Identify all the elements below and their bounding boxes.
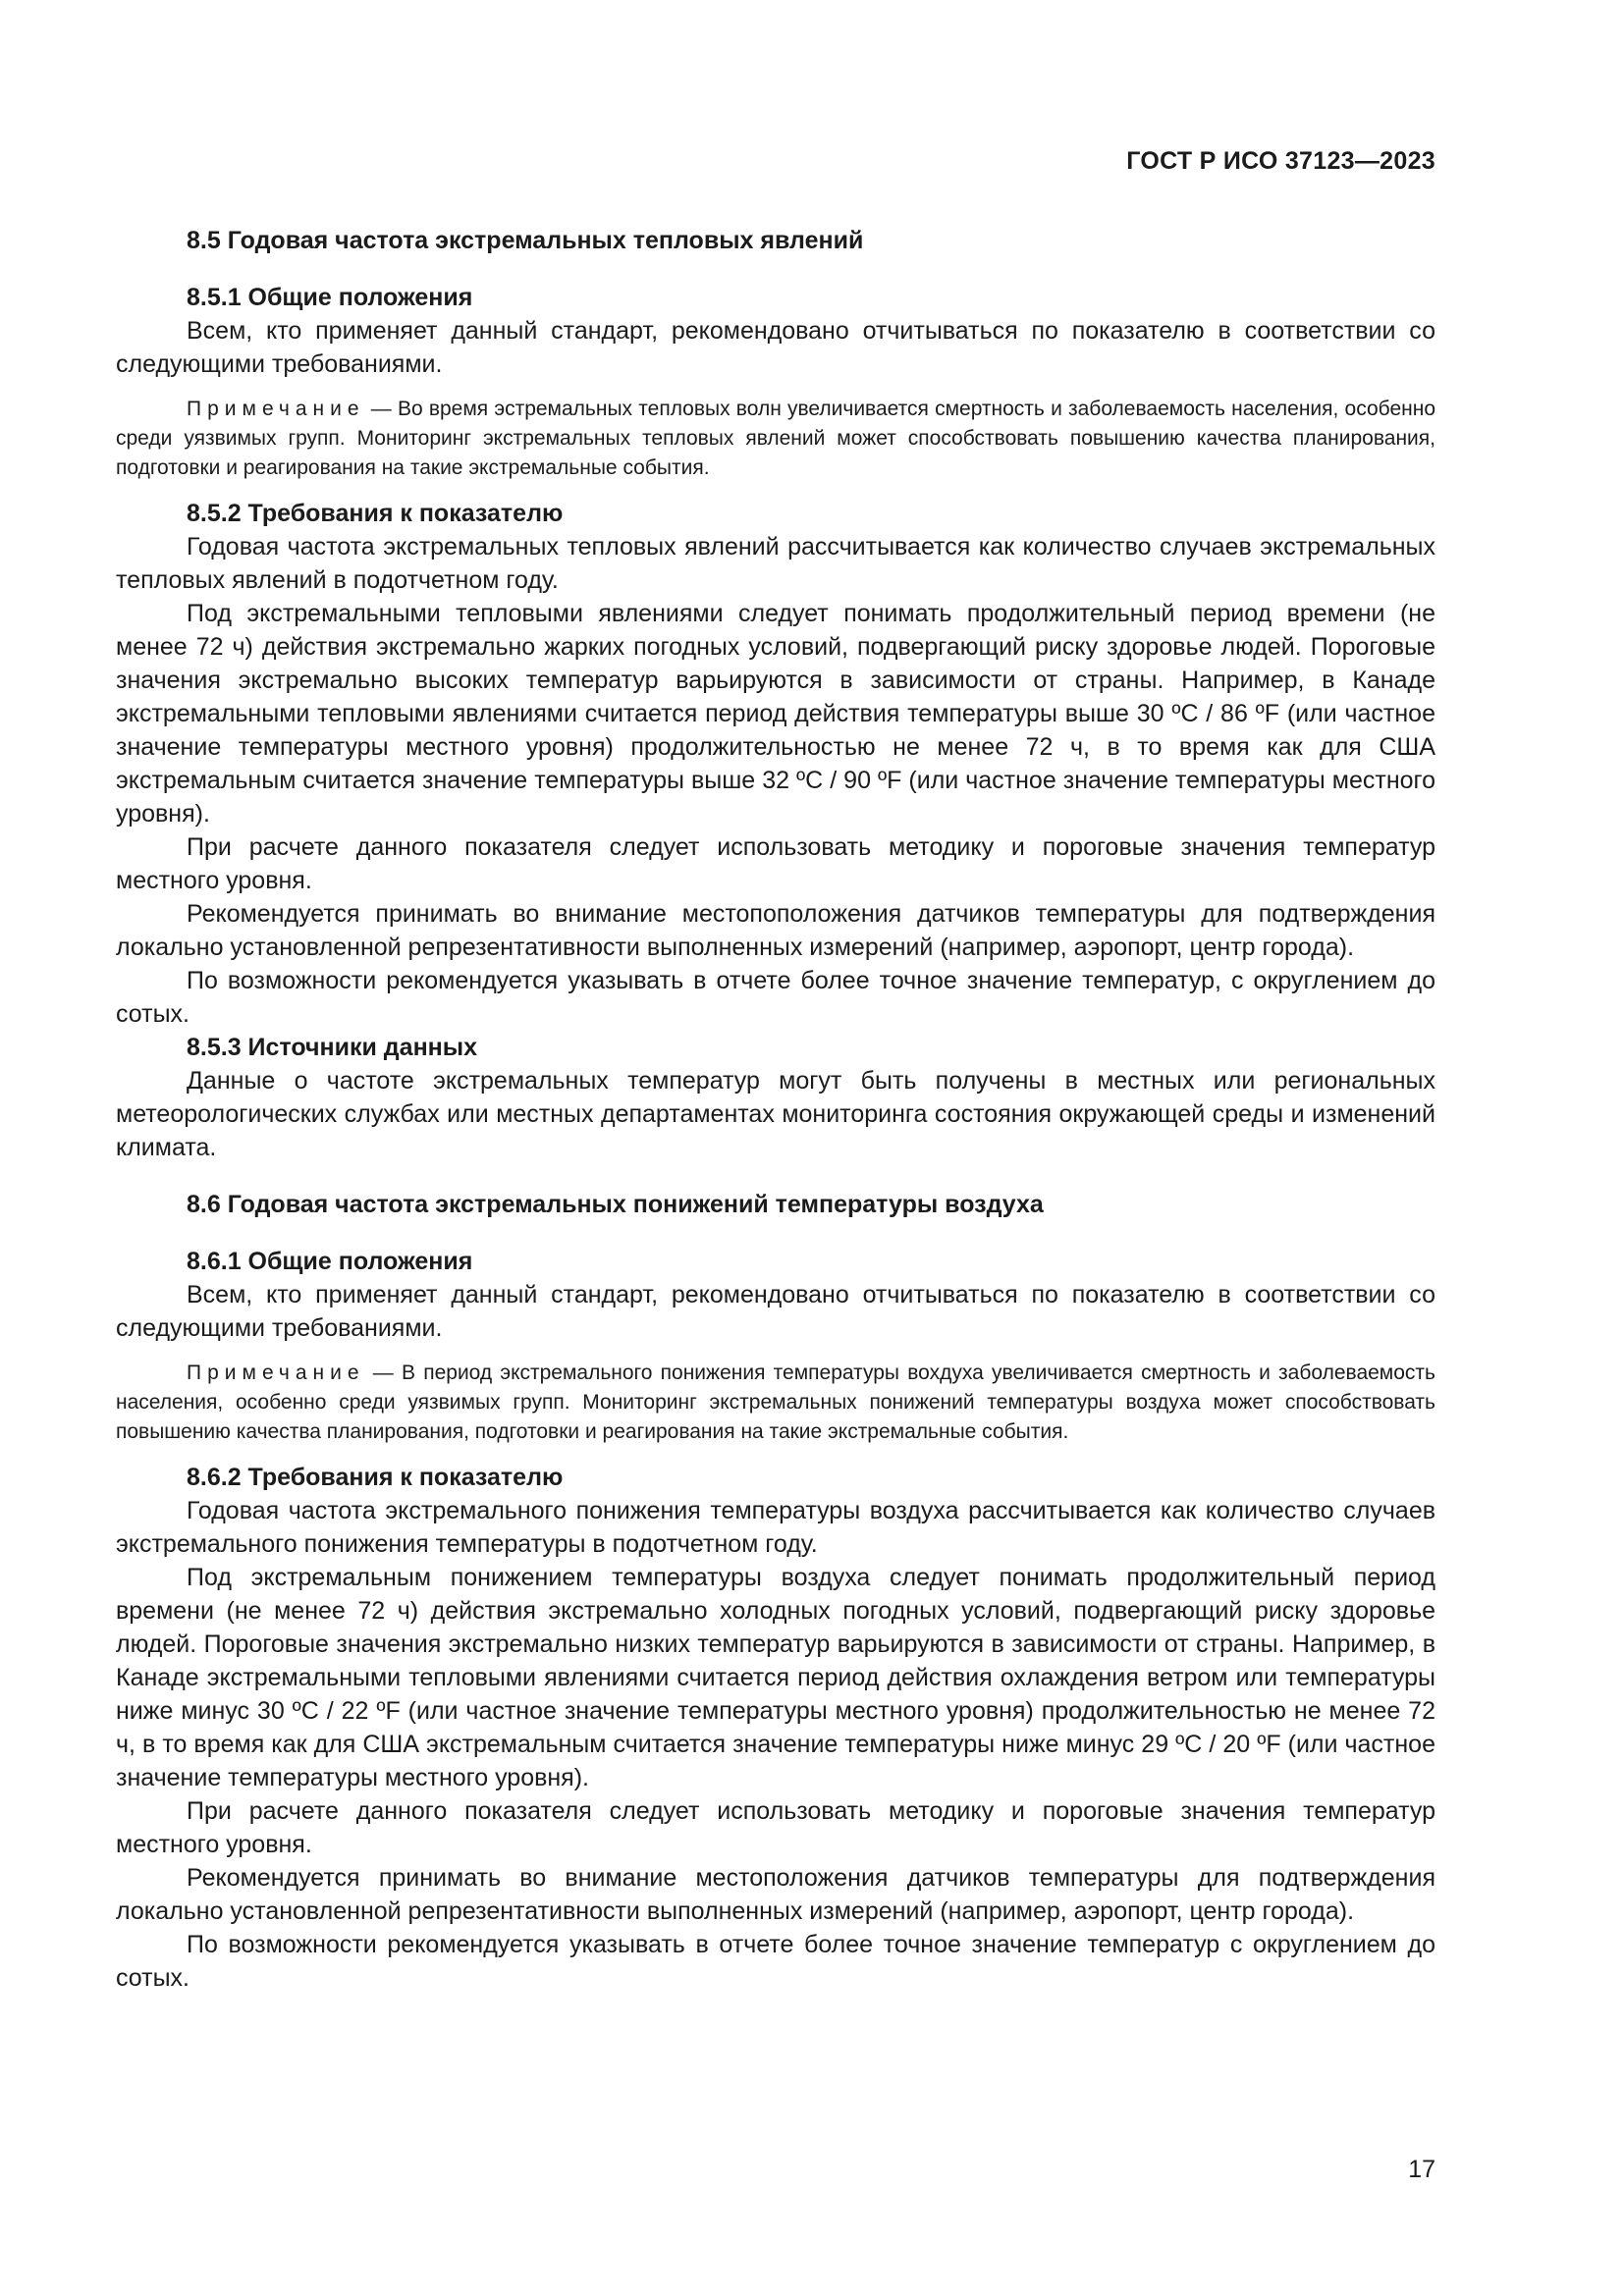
- paragraph: Под экстремальным понижением температуры воздуха следует понимать продолжительный период времени (не менее 72 ч) действия экстремально холодных погодных условий, подвергающий риску здоровье людей. Пороговые значения экстремально низких температур варьируются в зависимости от страны. Например, в Канаде экстремальными тепловыми явлениями считается период действия охлаждения ветром или температуры ниже минус 30 ºС / 22 ºF (или частное значение температуры местного уровня) продолжительностью не менее 72 ч, в то время как для США экстремальным считается значение температуры ниже минус 29 ºС / 20 ºF (или частное значение температуры местного уровня).: [116, 1564, 1435, 1791]
- subsection-title-8-5-1: 8.5.1 Общие положения: [187, 284, 473, 311]
- document-page: [116, 0, 1435, 2296]
- note-label: Примечание: [187, 1362, 365, 1384]
- page-content: [116, 224, 1435, 1995]
- note: [116, 1359, 1435, 1447]
- paragraph: Годовая частота экстремального понижения температуры воздуха рассчитывается как количество случаев экстремального понижения температуры в подотчетном году.: [116, 1497, 1435, 1558]
- note-text: — В период экстремального понижения температуры вохдуха увеличивается смертность и заболеваемость населения, особенно среди уязвимых групп. Мониторинг экстремальных понижений температуры воздуха может способствовать повышению качества планирования, подготовки и реагирования на такие экстремальные события.: [116, 1362, 1435, 1443]
- paragraph: По возможности рекомендуется указывать в отчете более точное значение температур, с округлением до сотых.: [116, 967, 1435, 1028]
- paragraph: Под экстремальными тепловыми явлениями следует понимать продолжительный период времени (не менее 72 ч) действия экстремально жарких погодных условий, подвергающий риску здоровье людей. Пороговые значения экстремально высоких температур варьируются в зависимости от страны. Например, в Канаде экстремальными тепловыми явлениями считается период действия температуры выше 30 ºС / 86 ºF (или частное значение температуры местного уровня) продолжительностью не менее 72 ч, в то время как для США экстремальным считается значение температуры выше 32 ºС / 90 ºF (или частное значение температуры местного уровня).: [116, 600, 1435, 828]
- subsection-title-8-5-2: 8.5.2 Требования к показателю: [187, 500, 564, 527]
- note-text: — Во время эстремальных тепловых волн увеличивается смертность и заболеваемость населения, особенно среди уязвимых групп. Мониторинг экстремальных тепловых явлений может способствовать повышению качества планирования, подготовки и реагирования на такие экстремальные события.: [116, 398, 1435, 479]
- paragraph: При расчете данного показателя следует использовать методику и пороговые значения температур местного уровня.: [116, 1797, 1435, 1858]
- paragraph: Всем, кто применяет данный стандарт, рекомендовано отчитываться по показателю в соответствии со следующими требованиями.: [116, 317, 1435, 378]
- section-title-8-5: 8.5 Годовая частота экстремальных тепловых явлений: [187, 227, 864, 254]
- paragraph: Рекомендуется принимать во внимание местопоположения датчиков температуры для подтверждения локально установленной репрезентативности выполненных измерений (например, аэропорт, центр города).: [116, 900, 1435, 961]
- subsection-title-8-6-2: 8.6.2 Требования к показателю: [187, 1464, 564, 1491]
- paragraph: Годовая частота экстремальных тепловых явлений рассчитывается как количество случаев экстремальных тепловых явлений в подотчетном году.: [116, 533, 1435, 594]
- subsection-title-8-6-1: 8.6.1 Общие положения: [187, 1248, 473, 1275]
- paragraph: Всем, кто применяет данный стандарт, рекомендовано отчитываться по показателю в соответствии со следующими требованиями.: [116, 1281, 1435, 1342]
- paragraph: Данные о частоте экстремальных температур могут быть получены в местных или региональных метеорологических службах или местных департаментах мониторинга состояния окружающей среды и изменений климата.: [116, 1067, 1435, 1161]
- subsection-title-8-5-3: 8.5.3 Источники данных: [187, 1034, 478, 1061]
- note-label: Примечание: [187, 398, 365, 420]
- section-title-8-6: 8.6 Годовая частота экстремальных понижений температуры воздуха: [187, 1191, 1044, 1218]
- note: [116, 395, 1435, 483]
- document-id-header: ГОСТ Р ИСО 37123—2023: [1126, 147, 1435, 175]
- paragraph: Рекомендуется принимать во внимание местоположения датчиков температуры для подтверждения локально установленной репрезентативности выполненных измерений (например, аэропорт, центр города).: [116, 1864, 1435, 1925]
- section-spacer: [116, 1164, 1435, 1188]
- page-number: 17: [1408, 2156, 1435, 2183]
- paragraph: По возможности рекомендуется указывать в отчете более точное значение температур с округлением до сотых.: [116, 1931, 1435, 1992]
- paragraph: При расчете данного показателя следует использовать методику и пороговые значения температур местного уровня.: [116, 833, 1435, 894]
